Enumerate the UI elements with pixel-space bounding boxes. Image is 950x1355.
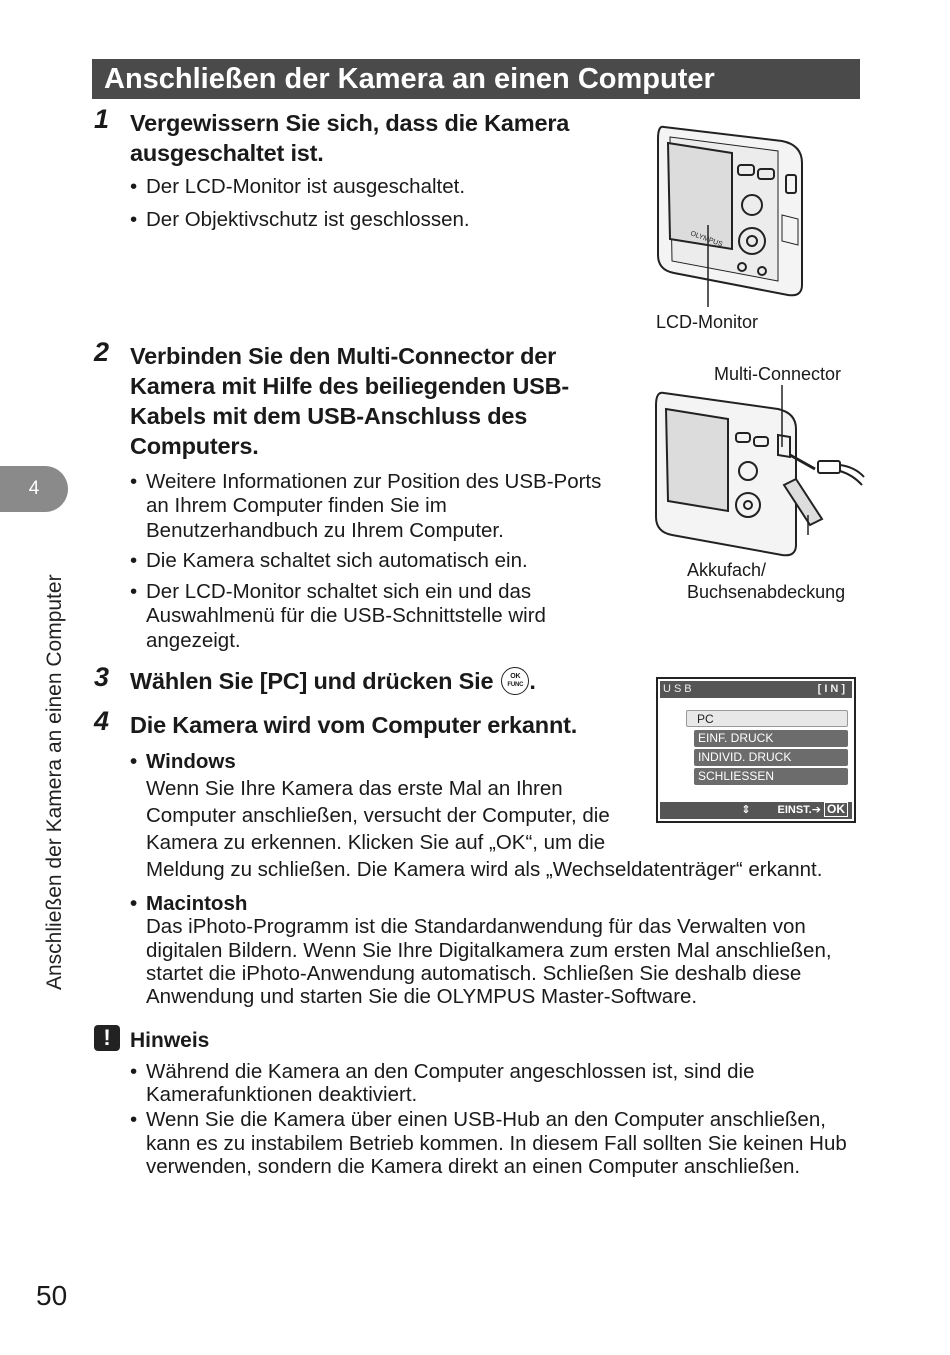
- lcd-monitor-caption: LCD-Monitor: [656, 312, 759, 332]
- hinweis-label: Hinweis: [130, 1029, 210, 1052]
- usb-menu-header: [660, 681, 852, 698]
- step-2-heading-line: Verbinden Sie den Multi-Connector der: [130, 343, 557, 369]
- step-3-heading-text: Wählen Sie [PC] und drücken Sie: [130, 668, 494, 694]
- mac-text-line: digitalen Bildern. Wenn Sie Ihre Digitalkamera zum ersten Mal anschließen,: [146, 939, 832, 962]
- step-2-bullet: • Die Kamera schaltet sich automatisch ein.: [146, 549, 528, 574]
- usb-menu-item: INDIVID. DRUCK: [694, 749, 848, 766]
- warning-icon: !: [94, 1025, 120, 1051]
- step-2-bullet-line: Auswahlmenü für die USB-Schnittstelle wird: [146, 604, 546, 627]
- windows-text-line: Wenn Sie Ihre Kamera das erste Mal an Ihren: [146, 777, 563, 800]
- hinweis-bullet: • Wenn Sie die Kamera über einen USB-Hub an den Computer anschließen,: [146, 1108, 826, 1132]
- arrow-icon: ➔: [811, 804, 821, 816]
- step-2-bullet: • Weitere Informationen zur Position des USB-Ports: [146, 470, 601, 495]
- usb-menu-title: USB: [663, 683, 695, 695]
- ok-label: OK: [510, 673, 521, 680]
- usb-menu-item: SCHLIESSEN: [694, 768, 848, 785]
- windows-text-line: Kamera zu erkennen. Klicken Sie auf „OK“, um die: [146, 831, 606, 854]
- step-4-heading: Die Kamera wird vom Computer erkannt.: [130, 712, 578, 738]
- step-3-suffix: .: [529, 668, 536, 694]
- footer-ok-label: OK: [824, 802, 848, 817]
- windows-text-line: Computer anschließen, versucht der Computer, die: [146, 804, 610, 827]
- camera-usb-illustration: [650, 385, 865, 565]
- mac-text-line: Das iPhoto-Programm ist die Standardanwendung für das Verwalten von: [146, 915, 806, 938]
- usb-menu-footer: [660, 802, 852, 819]
- akkufach-caption: Akkufach/: [687, 560, 767, 580]
- step-2-bullet: • Der LCD-Monitor schaltet sich ein und das: [146, 580, 531, 605]
- step-3-heading: [130, 666, 536, 696]
- windows-label: • Windows: [146, 750, 236, 775]
- step-2-heading-line: Kamera mit Hilfe des beiliegenden USB-: [130, 373, 570, 399]
- step-4-number: 4: [94, 706, 110, 736]
- usb-menu-item-pc: PC: [686, 710, 848, 727]
- chapter-tab: 4: [0, 466, 68, 512]
- func-label: FUNC: [507, 682, 524, 688]
- updown-icon: ⇕: [741, 804, 751, 816]
- akkufach-caption: Buchsenabdeckung: [687, 582, 846, 602]
- step-1-bullet: • Der Objektivschutz ist geschlossen.: [146, 208, 470, 233]
- step-2-heading-line: Computers.: [130, 433, 259, 459]
- hinweis-bullet-line: verwenden, sondern die Kamera direkt an einen Computer anschließen.: [146, 1155, 801, 1178]
- usb-menu-screen: [656, 677, 856, 823]
- hinweis-bullet-line: kann es zu instabilem Betrieb kommen. In diesem Fall sollten Sie keinen Hub: [146, 1132, 847, 1155]
- hinweis-bullet-line: Kamerafunktionen deaktiviert.: [146, 1083, 418, 1106]
- hinweis-bullet: • Während die Kamera an den Computer angeschlossen ist, sind die: [146, 1060, 755, 1084]
- step-2-number: 2: [94, 337, 110, 367]
- windows-text-line: Meldung zu schließen. Die Kamera wird als „Wechseldatenträger“ erkannt.: [146, 858, 823, 881]
- step-1-bullet: • Der LCD-Monitor ist ausgeschaltet.: [146, 175, 465, 200]
- page-title: Anschließen der Kamera an einen Computer: [92, 59, 860, 99]
- step-2-heading-line: Kabels mit dem USB-Anschluss des: [130, 403, 528, 429]
- usb-menu-indicator: [IN]: [817, 683, 848, 695]
- step-3-number: 3: [94, 662, 110, 692]
- step-2-bullet-line: an Ihrem Computer finden Sie im: [146, 494, 447, 517]
- step-2-bullet-line: Benutzerhandbuch zu Ihrem Computer.: [146, 519, 504, 542]
- chapter-side-label: Anschließen der Kamera an einen Computer: [43, 574, 66, 990]
- mac-text-line: Anwendung und starten Sie die OLYMPUS Master-Software.: [146, 985, 698, 1008]
- usb-menu-item: EINF. DRUCK: [694, 730, 848, 747]
- step-1-heading-line: Vergewissern Sie sich, dass die Kamera: [130, 110, 570, 136]
- camera-back-illustration: [650, 115, 820, 315]
- multi-connector-caption: Multi-Connector: [714, 364, 842, 384]
- step-1-number: 1: [94, 104, 110, 134]
- mac-text-line: startet die iPhoto-Anwendung automatisch. Schließen Sie deshalb diese: [146, 962, 802, 985]
- page-number: 50: [36, 1280, 68, 1311]
- ok-func-button-icon: [501, 667, 529, 695]
- brand-label: OLYMPUS: [689, 230, 724, 249]
- step-2-bullet-line: angezeigt.: [146, 629, 241, 652]
- footer-set-label: EINST.: [777, 804, 812, 816]
- macintosh-label: • Macintosh: [146, 892, 247, 917]
- step-1-heading-line: ausgeschaltet ist.: [130, 140, 324, 166]
